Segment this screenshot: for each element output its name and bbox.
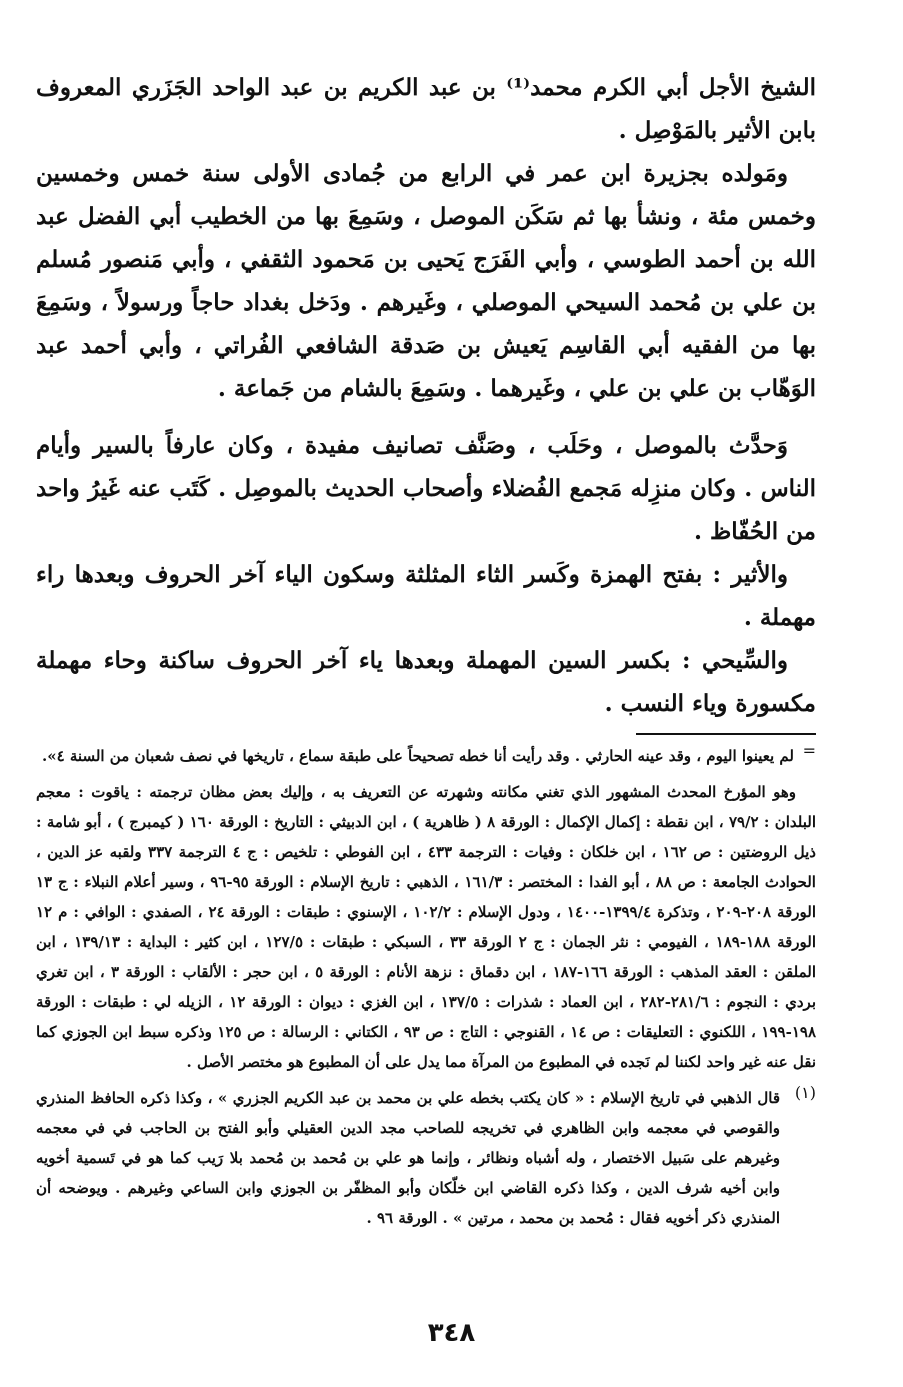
paragraph-5: والسِّيحي : بكسر السين المهملة وبعدها ياء آخر الحروف ساكنة وحاء مهملة مكسورة وياء النسب . [36,647,816,717]
footnote-continuation-text: لم يعينوا اليوم ، وقد عينه الحارثي . وقد رأيت أنا خطه تصحيحاً على طبقة سماع ، تاريخها في نصف شعبان من السنة ٤». [42,747,794,765]
main-text [36,66,816,725]
paragraph-1: الشيخ الأجل أبي الكرم محمد⁽¹⁾ بن عبد الكريم بن عبد الواحد الجَزَري المعروف بابن الأثير بالمَوْصِل . [36,74,816,144]
footnote-1-text: قال الذهبي في تاريخ الإسلام : « كان يكتب بخطه علي بن محمد بن عبد الكريم الجزري » ، وكذا ذكره الحافظ المنذري والقوصي في معجمه وابن الظاهري في تخريجه للصاحب مجد الدين العقيلي وأبو الفتح بن الحاجب في في معجمه وغيرهم على سَبيل الاختصار ، وله أشباه ونظائر ، وإنما هو علي بن مُحمد بن مُحمد بلا رَيب كما هو في تَسمية أخويه وابن أخيه شرف الدين ، وكذا ذكره القاضي ابن خلّكان وأبو المظفّر بن الجوزي وابن الساعي وغيرهم . ويوضحه أن المنذري ذكر أخويه فقال : مُحمد بن محمد ، مرتين » . الورقة ٩٦ . [36,1089,780,1227]
footnotes [36,741,816,1233]
continuation-mark: = [802,741,816,760]
page-number: ٣٤٨ [427,1318,476,1348]
footnote-1 [36,1083,816,1233]
footnote-sources: وهو المؤرخ المحدث المشهور الذي تغني مكانته وشهرته عن التعريف به ، وإليك بعض مظان ترجمته : ياقوت : معجم البلدان : ٧٩/٢ ، ابن نقطة : إكمال الإكمال : الورقة ٨ ( ظاهرية ) ، ابن الدبيثي : التاريخ : الورقة ١٦٠ ( كيمبرج ) ، أبو شامة : ذيل الروضتين : ص ١٦٢ ، ابن خلكان : وفيات : الترجمة ٤٣٣ ، ابن الفوطي : تلخيص : ج ٤ الترجمة ٣٣٧ ولقبه عز الدين ، الحوادث الجامعة : ص ٨٨ ، أبو الفدا : المختصر : ١٦١/٣ ، الذهبي : تاريخ الإسلام : الورقة ٩٥-٩٦ ، وسير أعلام النبلاء : ج ١٣ الورقة ٢٠٨-٢٠٩ ، وتذكرة ١٣٩٩/٤-١٤٠٠ ، ودول الإسلام : ١٠٢/٢ ، الإسنوي : طبقات : الورقة ٢٤ ، الصفدي : الوافي : م ١٢ الورقة ١٨٨-١٨٩ ، الفيومي : نثر الجمان : ج ٢ الورقة ٣٣ ، السبكي : طبقات : ١٢٧/٥ ، ابن كثير : البداية : ١٣٩/١٣ ، ابن الملقن : العقد المذهب : الورقة ١٦٦-١٨٧ ، ابن دقماق : نزهة الأنام : الورقة ٥ ، ابن حجر : الألقاب : الورقة ٣ ، ابن تغري بردي : النجوم : ٢٨١/٦-٢٨٢ ، ابن العماد : شذرات : ١٣٧/٥ ، ابن الغزي : ديوان : الورقة ١٢ ، الزيله لي : طبقات : الورقة ١٩٨-١٩٩ ، اللكنوي : التعليقات : ص ١٤ ، القنوجي : التاج : ص ٩٣ ، الكتاني : الرسالة : ص ١٢٥ وذكره سبط ابن الجوزي كما نقل عنه غير واحد لكننا لم نَجده في المطبوع من المرآة مما يدل على أن المطبوع هو مختصر الأصل . [36,783,817,1071]
paragraph-4: والأثير : بفتح الهمزة وكَسر الثاء المثلثة وسكون الياء آخر الحروف وبعدها راء مهملة . [36,561,816,631]
footnote-continuation [36,741,816,771]
paragraph-3: وَحدَّث بالموصل ، وحَلَب ، وصَنَّف تصانيف مفيدة ، وكان عارفاً بالسير وأيام الناس . وكان منزِله مَجمع الفُضلاء وأصحاب الحديث بالموصِل . كَتَب عنه غَيرُ واحد من الحُفّاظ . [36,432,816,545]
page-body [36,66,816,1233]
footnote-number: (١) [794,1083,816,1102]
paragraph-2: ومَولده بجزيرة ابن عمر في الرابع من جُمادى الأولى سنة خمس وخمسين وخمس مئة ، ونشأ بها ثم سَكَن الموصل ، وسَمِعَ بها من الخطيب أبي الفضل عبد الله بن أحمد الطوسي ، وأبي الفَرَج يَحيى بن مَحمود الثقفي ، وأبي مَنصور مُسلم بن علي بن مُحمد السيحي الموصلي ، وغَيرهم . ودَخل بغداد حاجاً ورسولاً ، وسَمِعَ بها من الفقيه أبي القاسِم يَعيش بن صَدقة الشافعي الفُراتي ، وأبي أحمد عبد الوَهّاب بن علي بن علي ، وغَيرهما . وسَمِعَ بالشام من جَماعة . [36,160,816,402]
footnote-separator [636,733,816,735]
